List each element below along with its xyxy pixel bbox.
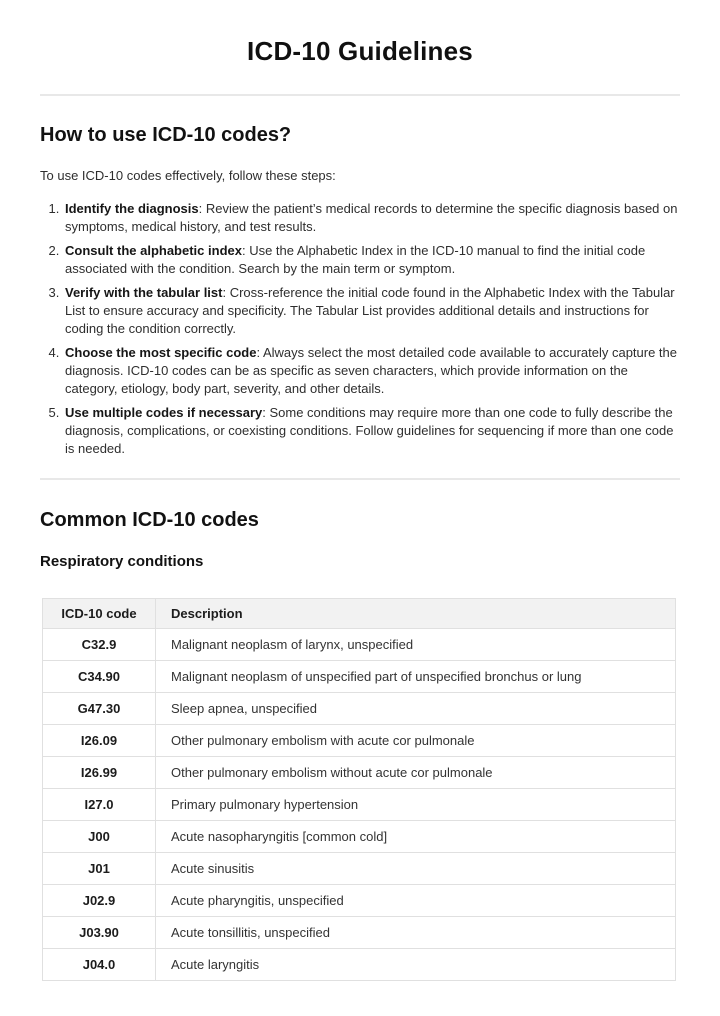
section-divider <box>40 478 680 480</box>
step-label: Identify the diagnosis <box>65 201 199 216</box>
icd-codes-table <box>42 598 676 981</box>
code-cell: J03.90 <box>43 917 156 949</box>
step-text: : Cross-reference the initial code found in the Alphabetic Index with the Tabular List to ensure accuracy and specificity. The Tabular List provides additional details and instructions for coding the condition correctly. <box>65 285 675 336</box>
table-row <box>43 693 676 725</box>
common-codes-heading: Common ICD-10 codes <box>40 509 259 531</box>
code-cell: I27.0 <box>43 789 156 821</box>
description-cell: Malignant neoplasm of unspecified part of unspecified bronchus or lung <box>156 661 676 693</box>
step-text: : Always select the most detailed code available to accurately capture the diagnosis. ICD-10 codes can be as specific as seven characters, which provide information on the category, etiology, body part, severity, and other details. <box>65 345 678 396</box>
step-item-3 <box>63 284 680 338</box>
code-cell: J01 <box>43 853 156 885</box>
code-cell: J04.0 <box>43 949 156 981</box>
description-cell: Acute laryngitis <box>156 949 676 981</box>
description-cell: Acute pharyngitis, unspecified <box>156 885 676 917</box>
how-to-heading: How to use ICD-10 codes? <box>40 124 292 146</box>
table-row <box>43 661 676 693</box>
how-to-steps-list <box>40 200 680 458</box>
table-row <box>43 789 676 821</box>
step-label: Consult the alphabetic index <box>65 243 242 258</box>
step-text: : Review the patient’s medical records to determine the specific diagnosis based on symptoms, medical history, and test results. <box>65 201 678 234</box>
code-cell: C32.9 <box>43 629 156 661</box>
step-label: Choose the most specific code <box>65 345 257 360</box>
column-header-description: Description <box>156 599 676 629</box>
code-cell: G47.30 <box>43 693 156 725</box>
title-divider <box>40 94 680 96</box>
table-row <box>43 821 676 853</box>
step-item-1 <box>63 200 680 236</box>
code-cell: J02.9 <box>43 885 156 917</box>
step-item-5 <box>63 404 680 458</box>
description-cell: Acute tonsillitis, unspecified <box>156 917 676 949</box>
step-label: Use multiple codes if necessary <box>65 405 263 420</box>
document-title: ICD-10 Guidelines <box>247 36 473 66</box>
code-cell: J00 <box>43 821 156 853</box>
description-cell: Sleep apnea, unspecified <box>156 693 676 725</box>
step-item-4 <box>63 344 680 398</box>
description-cell: Malignant neoplasm of larynx, unspecified <box>156 629 676 661</box>
description-cell: Acute sinusitis <box>156 853 676 885</box>
table-row <box>43 917 676 949</box>
code-cell: I26.09 <box>43 725 156 757</box>
description-cell: Primary pulmonary hypertension <box>156 789 676 821</box>
respiratory-conditions-subheading: Respiratory conditions <box>40 553 204 570</box>
table-header-row <box>43 599 676 629</box>
description-cell: Other pulmonary embolism without acute cor pulmonale <box>156 757 676 789</box>
how-to-intro: To use ICD-10 codes effectively, follow these steps: <box>40 168 336 183</box>
description-cell: Other pulmonary embolism with acute cor pulmonale <box>156 725 676 757</box>
step-label: Verify with the tabular list <box>65 285 223 300</box>
column-header-code: ICD-10 code <box>43 599 156 629</box>
table-row <box>43 757 676 789</box>
table-row <box>43 725 676 757</box>
code-cell: C34.90 <box>43 661 156 693</box>
step-text: : Use the Alphabetic Index in the ICD-10 manual to find the initial code associated with the condition. Search by the main term or symptom. <box>65 243 646 276</box>
table-row <box>43 949 676 981</box>
step-text: : Some conditions may require more than one code to fully describe the diagnosis, complications, or coexisting conditions. Follow guidelines for sequencing if more than one code is needed. <box>65 405 674 456</box>
code-cell: I26.99 <box>43 757 156 789</box>
table-row <box>43 853 676 885</box>
table-row <box>43 885 676 917</box>
table-row <box>43 629 676 661</box>
step-item-2 <box>63 242 680 278</box>
description-cell: Acute nasopharyngitis [common cold] <box>156 821 676 853</box>
